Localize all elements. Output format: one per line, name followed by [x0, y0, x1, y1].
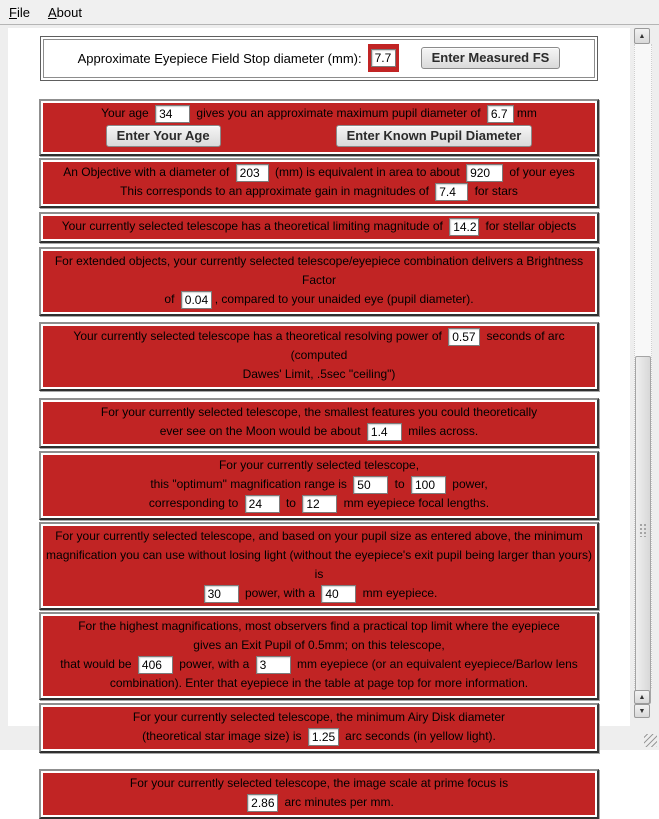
up-arrow-icon: ▲ — [638, 32, 646, 40]
panel-line — [45, 617, 593, 636]
panel-text: of your eyes — [506, 165, 575, 179]
panel-text: miles across. — [404, 424, 479, 438]
panel-text: ever see on the Moon would be about — [159, 424, 364, 438]
moon-feature-size-field[interactable]: 1.4 — [367, 423, 402, 441]
menu-about[interactable]: About — [47, 4, 82, 20]
panel-line — [45, 546, 593, 584]
panel-line — [45, 727, 593, 746]
panel-text: For your currently selected telescope, the image scale at prime focus is — [129, 776, 509, 790]
panel-resolving-power — [39, 322, 599, 391]
scrollbar-thumb[interactable] — [635, 356, 651, 704]
panel-airy-disk — [39, 703, 599, 753]
panel-image-scale — [39, 769, 599, 819]
panel-text: mm — [516, 106, 537, 120]
field-stop-label: Approximate Eyepiece Field Stop diameter (mm): — [77, 50, 362, 66]
panel-brightness-factor — [39, 247, 599, 316]
panel-text: For your currently selected telescope, — [218, 458, 420, 472]
panel-line — [45, 163, 593, 182]
panel-text: For your currently selected telescope, the smallest features you could theoretically — [100, 405, 538, 419]
age-field[interactable]: 34 — [155, 105, 190, 123]
field-stop-entry-frame — [368, 44, 399, 72]
panel-line — [45, 655, 593, 674]
panel-text: For your currently selected telescope, the minimum Airy Disk diameter — [132, 710, 506, 724]
scrollbar-grip-icon — [639, 523, 647, 537]
panel-text: For your currently selected telescope, and based on your pupil size as entered above, the minimum — [55, 529, 583, 543]
panel-line — [45, 290, 593, 309]
panel-text: arc minutes per mm. — [281, 795, 394, 809]
panel-text: Your currently selected telescope has a theoretical resolving power of — [73, 329, 446, 343]
panel-text: An Objective with a diameter of — [63, 165, 233, 179]
panel-line — [45, 403, 593, 422]
panel-line — [45, 475, 593, 494]
panel-text: corresponding to — [148, 496, 242, 510]
panel-moon-features — [39, 398, 599, 448]
scroll-up-button-secondary[interactable] — [634, 690, 650, 704]
panel-text: to — [282, 496, 300, 510]
panel-line — [45, 674, 593, 693]
panel-text: magnification you can use without losing light (without the eyepiece's exit pupil being larger than yours) is — [46, 548, 592, 581]
magnitude-gain-field[interactable]: 7.4 — [435, 183, 468, 201]
panel-text: seconds of arc (computed — [290, 329, 565, 362]
panel-line — [45, 494, 593, 513]
up-arrow-icon: ▲ — [638, 693, 646, 701]
panel-line — [45, 104, 593, 123]
content-area — [8, 28, 630, 810]
panel-line — [45, 708, 593, 727]
panel-line — [45, 774, 593, 793]
image-scale-field[interactable]: 2.86 — [247, 794, 278, 812]
enter-your-age-button[interactable]: Enter Your Age — [106, 125, 221, 147]
panel-line — [45, 123, 593, 149]
resolving-power-field[interactable]: 0.57 — [448, 328, 480, 346]
panel-line — [45, 584, 593, 603]
optimum-mag-high-field[interactable]: 100 — [411, 476, 446, 494]
panel-highest-magnification — [39, 612, 599, 700]
down-arrow-icon: ▼ — [638, 707, 646, 715]
minimum-mag-eyepiece-field[interactable]: 40 — [321, 585, 356, 603]
panel-limiting-magnitude — [39, 212, 599, 243]
menu-file[interactable]: File — [9, 4, 30, 20]
scroll-up-button[interactable] — [634, 28, 650, 44]
panel-text: mm eyepiece. — [359, 586, 438, 600]
resize-grip-icon[interactable] — [644, 734, 657, 747]
enter-known-pupil-diameter-button[interactable]: Enter Known Pupil Diameter — [336, 125, 533, 147]
panel-line — [45, 365, 593, 384]
panel-age-pupil — [39, 99, 599, 156]
panel-text: combination). Enter that eyepiece in the table at page top for more information. — [109, 676, 529, 690]
field-stop-box — [40, 36, 598, 81]
panel-text: arc seconds (in yellow light). — [341, 729, 496, 743]
spacer — [221, 139, 336, 140]
panel-text: for stellar objects — [482, 219, 577, 233]
panel-minimum-magnification — [39, 522, 599, 610]
scrollbar-track[interactable] — [634, 44, 652, 688]
results-panels — [39, 99, 599, 819]
panel-text: For extended objects, your currently selected telescope/eyepiece combination delivers a Brightness Factor — [54, 254, 584, 287]
pupil-diameter-field[interactable]: 6.7 — [487, 105, 514, 123]
optimum-mag-low-field[interactable]: 50 — [353, 476, 388, 494]
panel-text: power, — [448, 477, 488, 491]
panel-text: Your currently selected telescope has a theoretical limiting magnitude of — [61, 219, 447, 233]
panel-text: this "optimum" magnification range is — [150, 477, 351, 491]
limiting-magnitude-field[interactable]: 14.2 — [449, 218, 479, 236]
airy-disk-field[interactable]: 1.25 — [308, 728, 339, 746]
vertical-scrollbar[interactable] — [634, 28, 652, 718]
panel-text: power, with a — [175, 657, 253, 671]
panel-text: (theoretical star image size) is — [142, 729, 305, 743]
panel-line — [45, 182, 593, 201]
focal-length-high-field[interactable]: 12 — [302, 495, 337, 513]
panel-text: gives an Exit Pupil of 0.5mm; on this telescope, — [193, 638, 445, 652]
panel-line — [45, 527, 593, 546]
panel-text: Dawes' Limit, .5sec "ceiling") — [242, 367, 396, 381]
enter-measured-fs-button[interactable]: Enter Measured FS — [421, 47, 561, 69]
panel-text: that would be — [60, 657, 135, 671]
panel-text: (mm) is equivalent in area to about — [271, 165, 464, 179]
panel-line — [45, 217, 593, 236]
panel-text: power, with a — [241, 586, 319, 600]
panel-line — [45, 327, 593, 365]
maximum-mag-eyepiece-field[interactable]: 3 — [256, 656, 291, 674]
panel-line — [45, 793, 593, 812]
scroll-down-button[interactable] — [634, 704, 650, 718]
panel-text: of — [164, 292, 178, 306]
panel-line — [45, 252, 593, 290]
brightness-factor-field[interactable]: 0.04 — [181, 291, 212, 309]
panel-text: mm eyepiece (or an equivalent eyepiece/Barlow lens — [293, 657, 578, 671]
panel-line — [45, 636, 593, 655]
panel-optimum-magnification — [39, 451, 599, 520]
focal-length-low-field[interactable]: 24 — [245, 495, 280, 513]
panel-text: For the highest magnifications, most observers find a practical top limit where the eyepiece — [78, 619, 560, 633]
menubar — [0, 0, 659, 25]
panel-text: , compared to your unaided eye (pupil diameter). — [214, 292, 474, 306]
panel-text: This corresponds to an approximate gain in magnitudes of — [120, 184, 433, 198]
panel-text: for stars — [471, 184, 518, 198]
panel-objective — [39, 158, 599, 208]
panel-text: mm eyepiece focal lengths. — [340, 496, 490, 510]
eye-area-ratio-field[interactable]: 920 — [466, 164, 503, 182]
maximum-magnification-field[interactable]: 406 — [138, 656, 173, 674]
objective-diameter-field[interactable]: 203 — [236, 164, 269, 182]
minimum-magnification-field[interactable]: 30 — [204, 585, 239, 603]
panel-line — [45, 422, 593, 441]
panel-text: Your age — [101, 106, 153, 120]
panel-text: to — [391, 477, 408, 491]
panel-line — [45, 456, 593, 475]
panel-text: gives you an approximate maximum pupil diameter of — [193, 106, 484, 120]
field-stop-entry[interactable]: 7.7 — [371, 49, 396, 67]
